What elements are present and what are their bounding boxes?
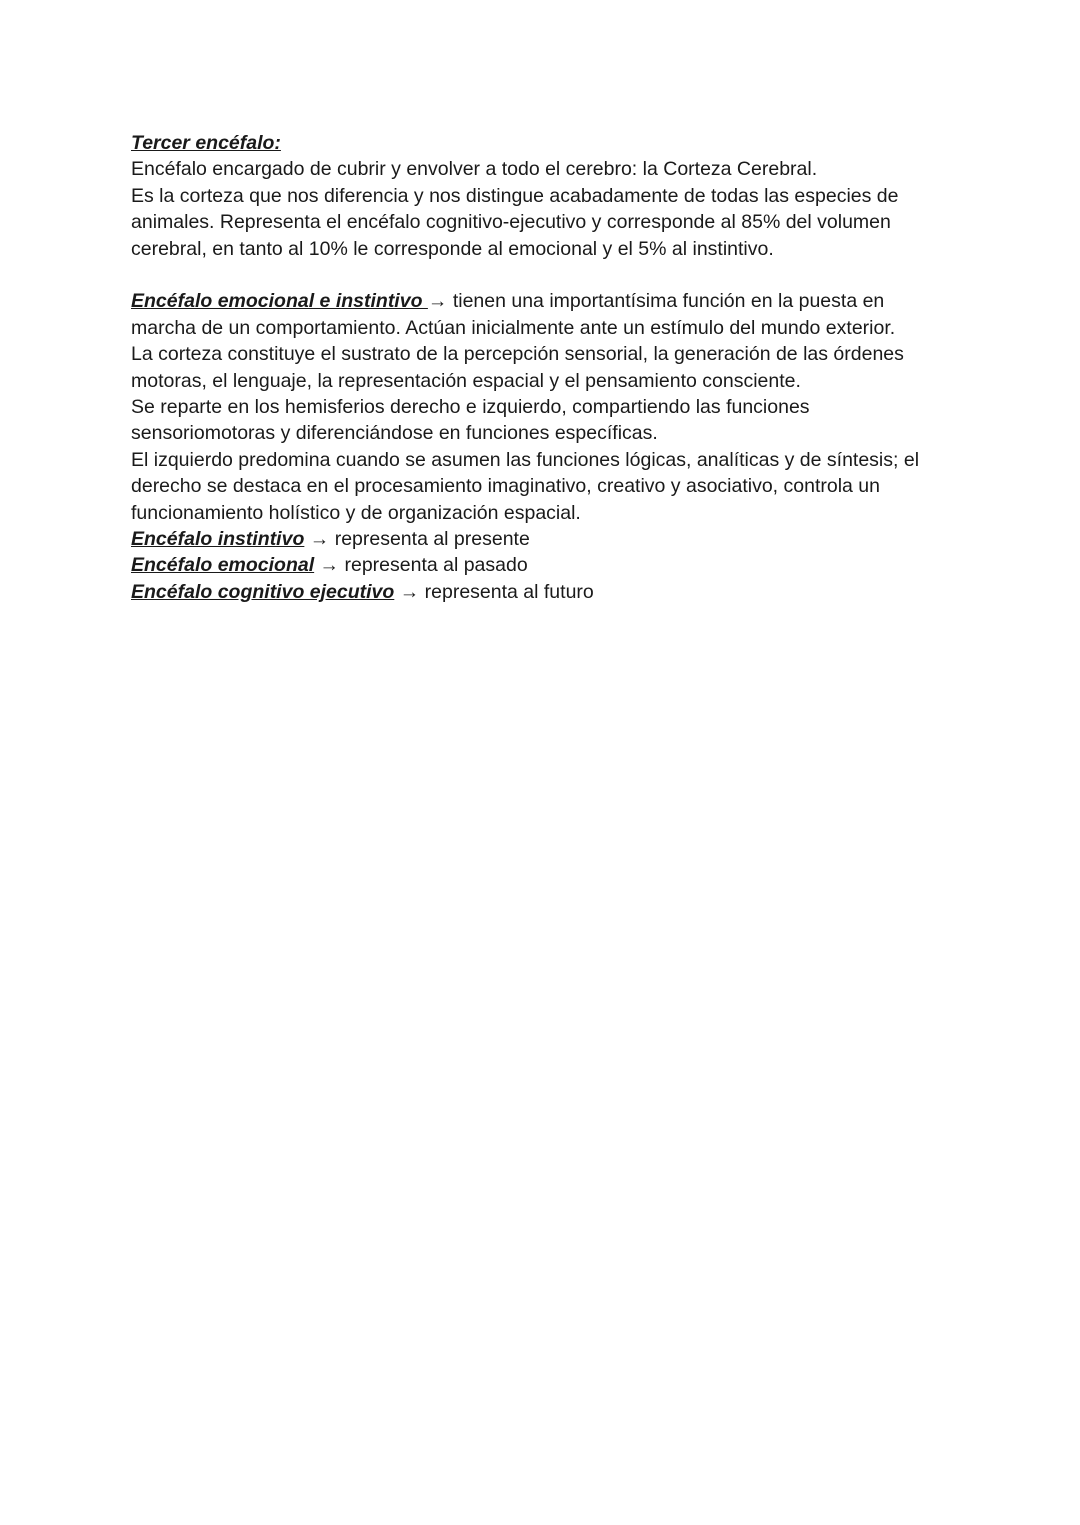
section-heading-emocional-instintivo: Encéfalo emocional e instintivo xyxy=(131,290,428,313)
paragraph-line: La corteza constituye el sustrato de la percepción sensorial, la generación de las órdenes xyxy=(131,343,904,366)
paragraph-line: Es la corteza que nos diferencia y nos distingue acabadamente de todas las especies de xyxy=(131,184,899,207)
paragraph-line: marcha de un comportamiento. Actúan inicialmente ante un estímulo del mundo exterior. xyxy=(131,316,896,339)
definition-line-emocional xyxy=(131,552,991,578)
section-line-emocional-instintivo xyxy=(131,288,991,314)
heading-continuation: → tienen una importantísima función en la puesta en xyxy=(427,290,885,313)
definition-text: → representa al presente xyxy=(304,528,530,551)
paragraph-line: derecho se destaca en el procesamiento imaginativo, creativo y asociativo, controla un xyxy=(131,475,880,498)
paragraph-line: motoras, el lenguaje, la representación espacial y el pensamiento consciente. xyxy=(131,369,801,392)
definition-line-cognitivo xyxy=(131,579,991,605)
paragraph-line: animales. Representa el encéfalo cognitivo-ejecutivo y corresponde al 85% del volumen xyxy=(131,211,891,234)
definition-term: Encéfalo emocional xyxy=(131,554,315,577)
paragraph-line: Encéfalo encargado de cubrir y envolver a todo el cerebro: la Corteza Cerebral. xyxy=(131,158,818,181)
paragraph-gap xyxy=(131,262,991,288)
section-heading-tercer-encefalo: Tercer encéfalo: xyxy=(131,132,281,154)
paragraph-line: Se reparte en los hemisferios derecho e izquierdo, compartiendo las funciones xyxy=(131,396,810,419)
definition-text: → representa al futuro xyxy=(394,580,594,603)
document-page xyxy=(131,130,991,605)
paragraph-line: sensoriomotoras y diferenciándose en funciones específicas. xyxy=(131,422,658,445)
definition-line-instintivo xyxy=(131,526,991,552)
paragraph-line: cerebral, en tanto al 10% le corresponde al emocional y el 5% al instintivo. xyxy=(131,237,774,260)
definition-term: Encéfalo instintivo xyxy=(131,528,305,551)
paragraph-line: funcionamiento holístico y de organización espacial. xyxy=(131,501,581,524)
definition-term: Encéfalo cognitivo ejecutivo xyxy=(131,580,395,603)
paragraph-line: El izquierdo predomina cuando se asumen las funciones lógicas, analíticas y de síntesis; el xyxy=(131,448,920,471)
definition-text: → representa al pasado xyxy=(314,554,528,577)
